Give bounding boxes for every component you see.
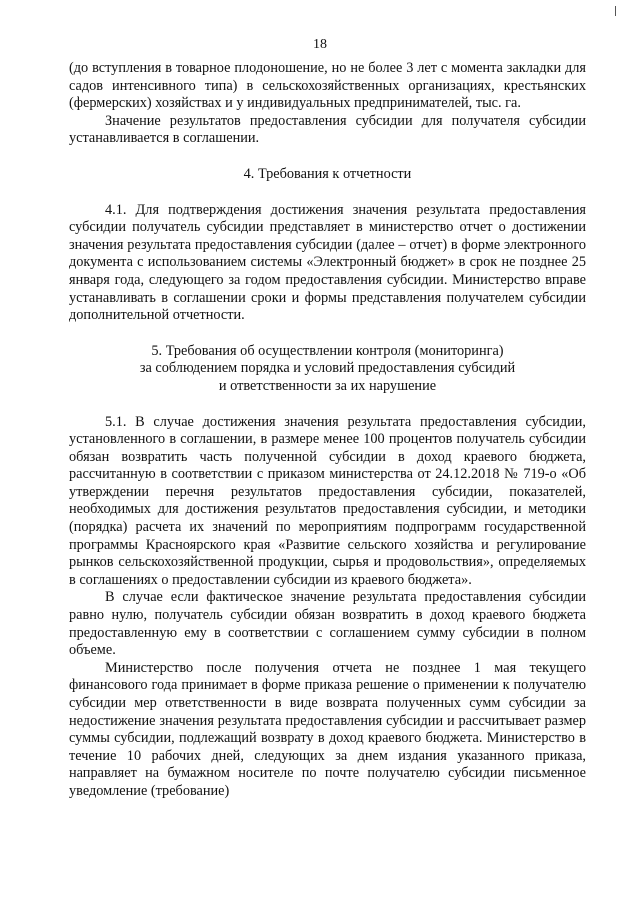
paragraph-continuation: (до вступления в товарное плодоношение, но не более 3 лет с момента закладки для садов интенсивного типа) в сельскохозяйственных организациях, крестьянских (фермерских) хозяйствах и у индивидуальных предпринимателей, тыс. га. [69,60,586,112]
paragraph-4-1: 4.1. Для подтверждения достижения значения результата предоставления субсидии получатель субсидии представляет в министерство отчет о достижении значения результата предоставления субсидии (далее – отчет) в форме электронного документа с использованием системы «Электронный бюджет» в срок не позднее 25 января года, следующего за годом предоставления субсидии. Министерство вправе устанавливать в соглашении сроки и формы представления получателем субсидии дополнительной отчетности. [69,201,586,324]
paragraph-5-1-ministry: Министерство после получения отчета не позднее 1 мая текущего финансового года принимает в форме приказа решение о применении к получателю субсидии мер ответственности в виде возврата полученных сумм субсидии за недостижение значения результата предоставления субсидии и рассчитывает размер суммы субсидии, подлежащий возврату в доход краевого бюджета. Министерство в течение 10 рабочих дней, следующих за днем издания указанного приказа, направляет на бумажном носителе по почте получателю субсидии письменное уведомление (требование) [69,659,586,799]
document-body [69,60,586,801]
scan-mark [615,6,616,16]
section-5-heading-line3: и ответственности за их нарушение [218,377,437,394]
section-5-heading-line1: 5. Требования об осуществлении контроля (мониторинга) [151,342,504,359]
page-number: 18 [313,37,327,52]
paragraph-5-1: 5.1. В случае достижения значения результата предоставления субсидии, установленного в соглашении, в размере менее 100 процентов получатель субсидии обязан возвратить часть полученной субсидии в доход краевого бюджета, рассчитанную в соответствии с приказом министерства от 24.12.2018 № 719-о «Об утверждении перечня результатов предоставления субсидии, показателей, необходимых для достижения результатов предоставления субсидии, и методики (порядка) расчета их значений по мероприятиям подпрограмм государственной программы Красноярского края «Развитие сельского хозяйства и регулирование рынков сельскохозяйственной продукции, сырья и продовольствия», определяемых в соглашениях о предоставлении субсидии из краевого бюджета». [69,413,586,588]
section-5-heading-line2: за соблюдением порядка и условий предоставления субсидий [139,360,516,377]
section-4-heading: 4. Требования к отчетности [243,165,412,182]
paragraph-5-1-zero-result: В случае если фактическое значение результата предоставления субсидии равно нулю, получатель субсидии обязан возвратить в доход краевого бюджета предоставленную ему в соответствии с соглашением сумму субсидии в полном объеме. [69,589,586,659]
paragraph-result-value: Значение результатов предоставления субсидии для получателя субсидии устанавливается в соглашении. [69,112,586,147]
